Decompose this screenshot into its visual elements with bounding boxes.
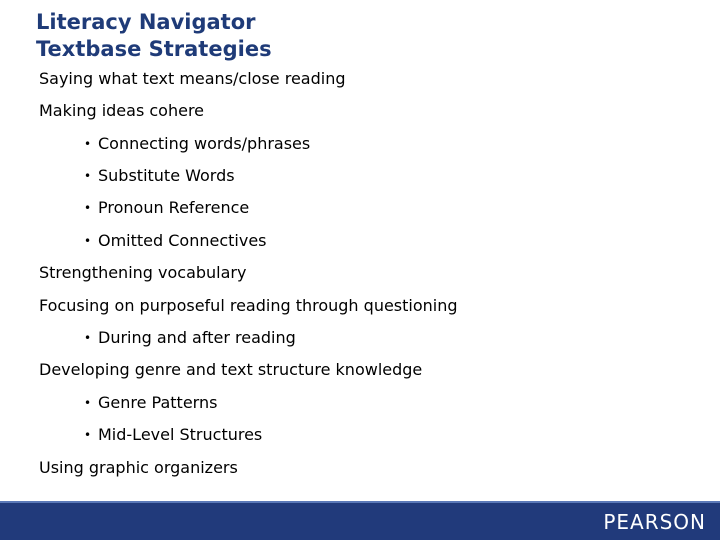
bullet-icon: • (84, 331, 92, 345)
list-item (39, 458, 238, 478)
pearson-logo: PEARSON (603, 510, 706, 534)
item-text: Focusing on purposeful reading through questioning (39, 296, 458, 315)
item-text: Making ideas cohere (39, 101, 205, 120)
sub-list-item (84, 166, 235, 186)
item-text: Omitted Connectives (98, 231, 267, 250)
sub-list-item (84, 231, 267, 251)
list-item (39, 296, 458, 316)
item-text: Pronoun Reference (98, 198, 250, 217)
item-text: Strengthening vocabulary (39, 263, 247, 282)
title-line-1: Literacy Navigator (36, 10, 256, 34)
bullet-icon: • (84, 396, 92, 410)
list-item (39, 263, 246, 283)
bullet-icon: • (84, 428, 92, 442)
sub-list-item (84, 425, 262, 445)
bullet-icon: • (84, 137, 92, 151)
item-text: Saying what text means/close reading (39, 69, 346, 88)
title-line-2: Textbase Strategies (36, 37, 272, 61)
sub-list-item (84, 328, 296, 348)
item-text: Substitute Words (98, 166, 235, 185)
list-item (39, 360, 422, 380)
item-text: Mid-Level Structures (98, 425, 263, 444)
sub-list-item (84, 393, 217, 413)
bullet-icon: • (84, 169, 92, 183)
bullet-icon: • (84, 234, 92, 248)
sub-list-item (84, 198, 249, 218)
bullet-icon: • (84, 201, 92, 215)
item-text: Genre Patterns (98, 393, 218, 412)
sub-list-item (84, 134, 310, 154)
item-text: Using graphic organizers (39, 458, 238, 477)
item-text: Developing genre and text structure knowledge (39, 360, 423, 379)
list-item (39, 101, 204, 121)
list-item (39, 69, 345, 89)
item-text: During and after reading (98, 328, 296, 347)
item-text: Connecting words/phrases (98, 134, 311, 153)
